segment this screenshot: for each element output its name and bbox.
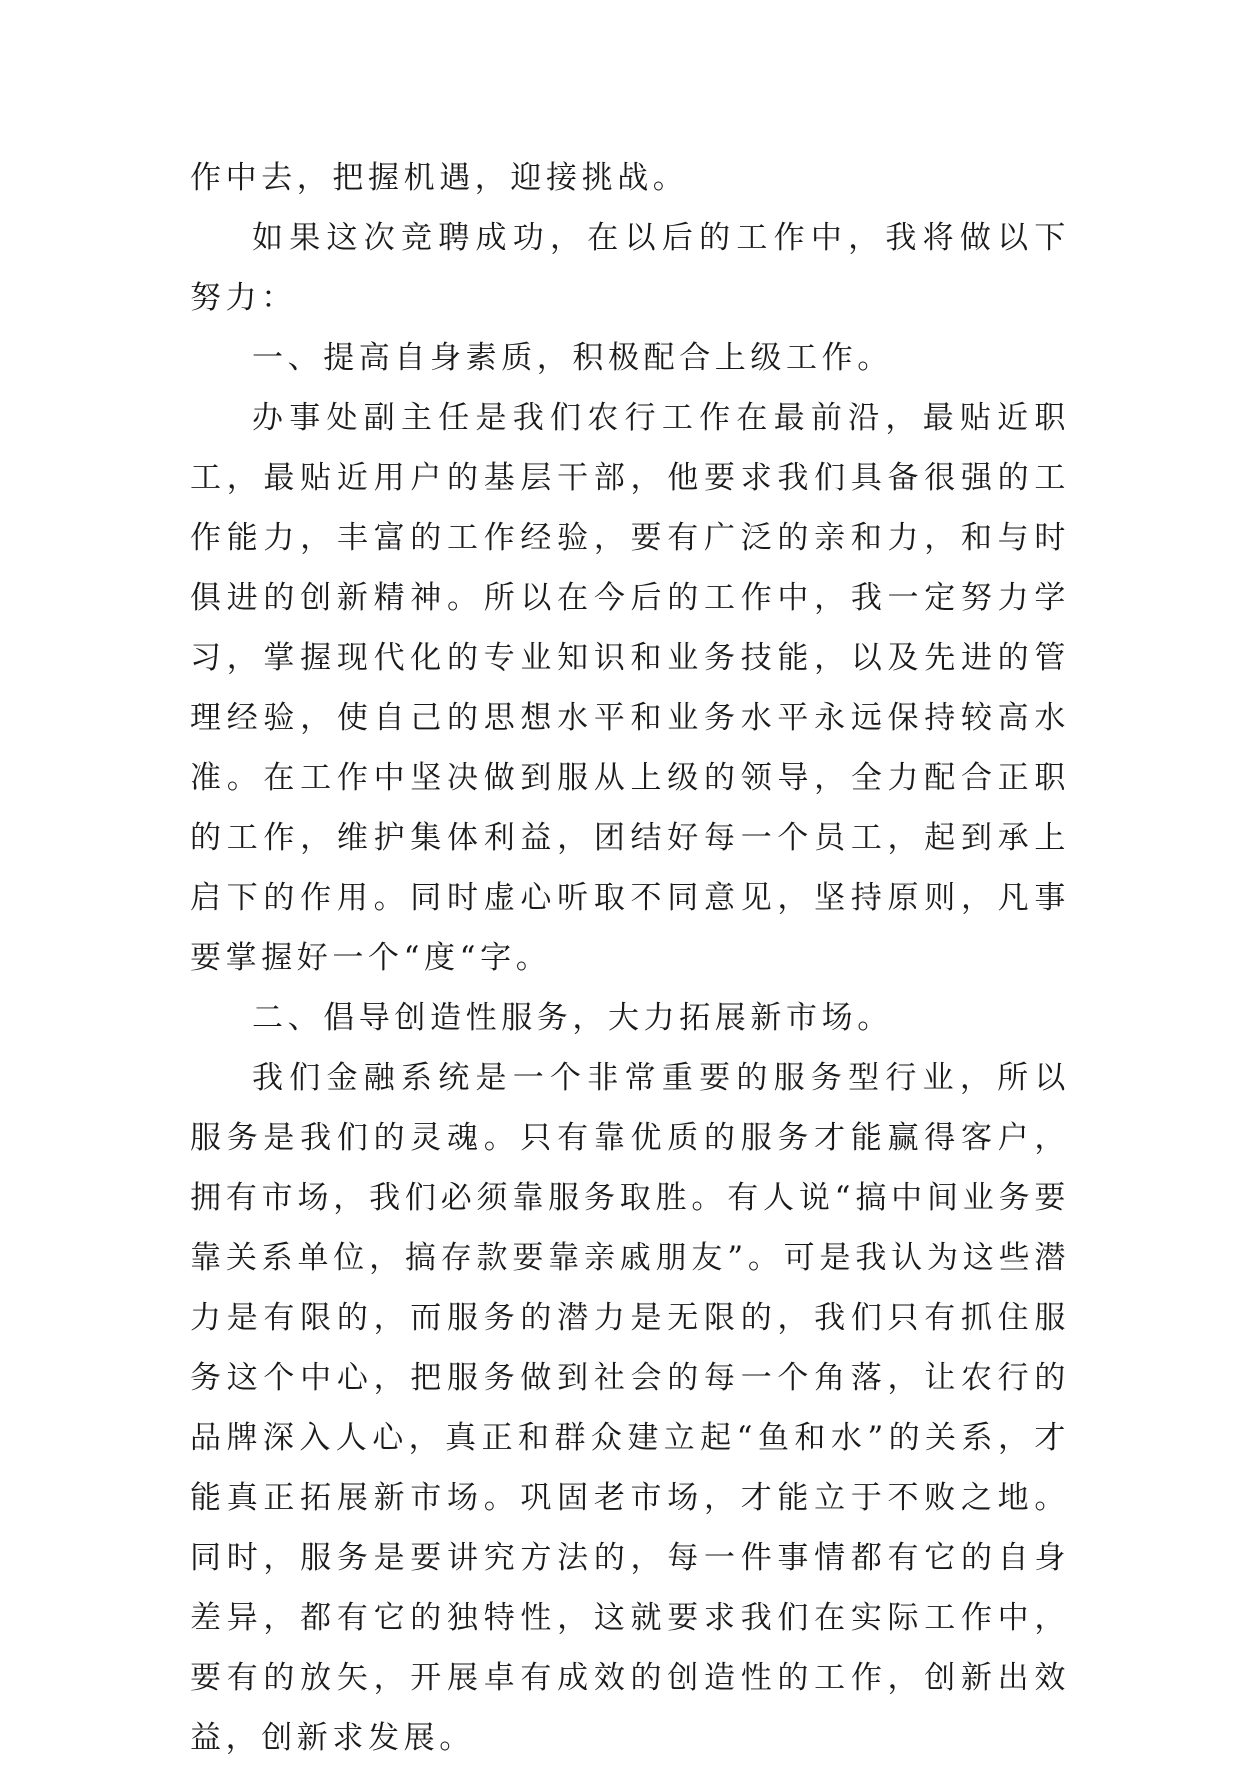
section-heading-1: 一、提高自身素质，积极配合上级工作。 — [252, 340, 893, 376]
paragraph-intro: 如果这次竞聘成功，在以后的工作中，我将做以下努力： — [190, 220, 1070, 316]
paragraph-continuation: 作中去，把握机遇，迎接挑战。 — [190, 160, 689, 196]
section-heading-2: 二、倡导创造性服务，大力拓展新市场。 — [252, 1000, 893, 1036]
document-body — [190, 148, 1070, 1768]
paragraph-section-2-body: 我们金融系统是一个非常重要的服务型行业，所以服务是我们的灵魂。只有靠优质的服务才能赢得客户，拥有市场，我们必须靠服务取胜。有人说“搞中间业务要靠关系单位，搞存款要靠亲戚朋友”。可是我认为这些潜力是有限的，而服务的潜力是无限的，我们只有抓住服务这个中心，把服务做到社会的每一个角落，让农行的品牌深入人心，真正和群众建立起“鱼和水”的关系，才能真正拓展新市场。巩固老市场，才能立于不败之地。同时，服务是要讲究方法的，每一件事情都有它的自身差异，都有它的独特性，这就要求我们在实际工作中，要有的放矢，开展卓有成效的创造性的工作，创新出效益，创新求发展。 — [190, 1060, 1070, 1756]
paragraph-section-1-body: 办事处副主任是我们农行工作在最前沿，最贴近职工，最贴近用户的基层干部，他要求我们具备很强的工作能力，丰富的工作经验，要有广泛的亲和力，和与时俱进的创新精神。所以在今后的工作中，我一定努力学习，掌握现代化的专业知识和业务技能，以及先进的管理经验，使自己的思想水平和业务水平永远保持较高水准。在工作中坚决做到服从上级的领导，全力配合正职的工作，维护集体利益，团结好每一个员工，起到承上启下的作用。同时虚心听取不同意见，坚持原则，凡事要掌握好一个“度“字。 — [190, 400, 1070, 976]
